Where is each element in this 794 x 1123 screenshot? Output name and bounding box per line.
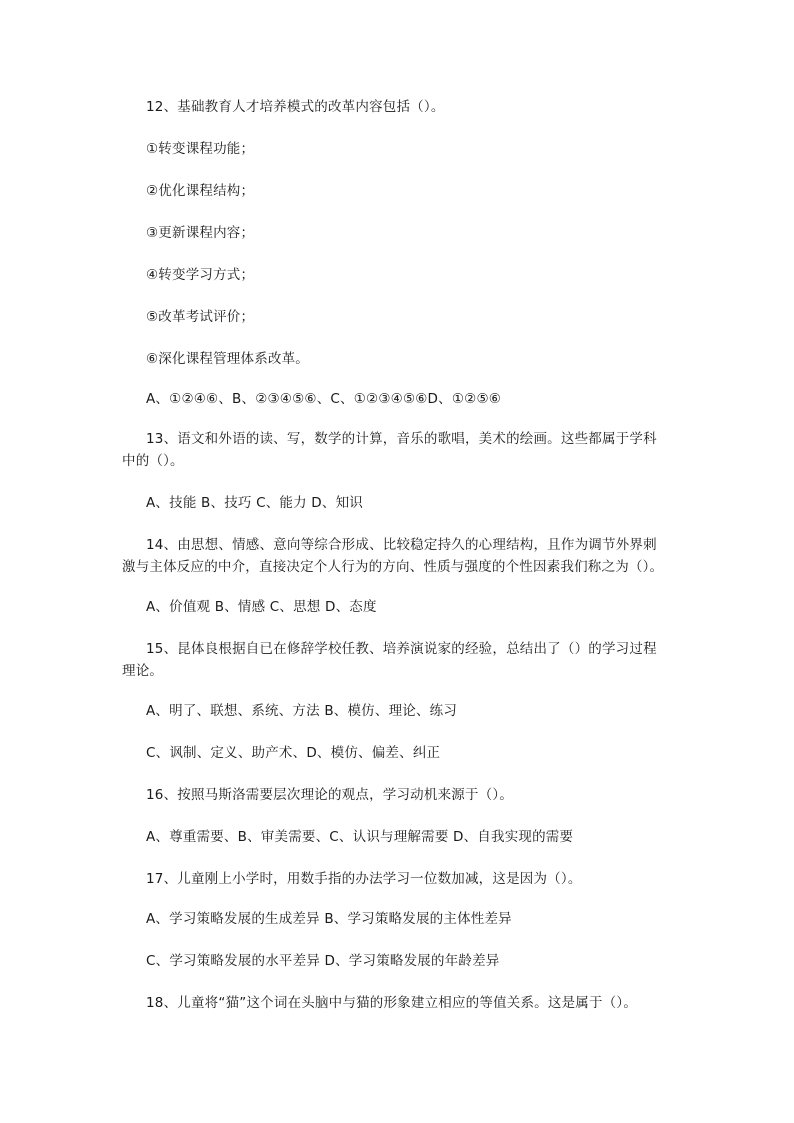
question-13-options: A、技能 B、技巧 C、能力 D、知识 <box>146 495 363 511</box>
question-17-options-2: C、学习策略发展的水平差异 D、学习策略发展的年龄差异 <box>146 953 500 969</box>
question-12-item-5: ⑤改革考试评价； <box>146 309 255 325</box>
question-17-options-1: A、学习策略发展的生成差异 B、学习策略发展的主体性差异 <box>146 911 512 927</box>
question-12-stem: 12、基础教育人才培养模式的改革内容包括（）。 <box>146 99 445 115</box>
question-12-item-3: ③更新课程内容； <box>146 225 255 241</box>
question-16-options: A、尊重需要、B、审美需要、C、认识与理解需要 D、自我实现的需要 <box>146 829 574 845</box>
question-17-stem: 17、儿童刚上小学时，用数手指的办法学习一位数加减，这是因为（）。 <box>146 871 582 887</box>
question-12-item-2: ②优化课程结构； <box>146 183 255 199</box>
question-16-stem: 16、按照马斯洛需要层次理论的观点，学习动机来源于（）。 <box>146 787 514 803</box>
question-12-item-1: ①转变课程功能； <box>146 141 255 157</box>
question-12-item-4: ④转变学习方式； <box>146 267 255 283</box>
question-15-options-2: C、讽制、定义、助产术、D、模仿、偏差、纠正 <box>146 745 441 761</box>
question-15-stem: 15、昆体良根据自已在修辞学校任教、培养演说家的经验，总结出了（）的学习过程理论。 <box>122 641 657 679</box>
question-15-options-1: A、明了、联想、系统、方法 B、模仿、理论、练习 <box>146 703 458 719</box>
question-13-stem: 13、语文和外语的读、写，数学的计算，音乐的歌唱，美术的绘画。这些都属于学科中的（）。 <box>122 431 657 469</box>
question-12-item-6: ⑥深化课程管理体系改革。 <box>146 351 310 367</box>
question-18-stem: 18、儿童将“猫”这个词在头脑中与猫的形象建立相应的等值关系。这是属于（）。 <box>146 995 638 1011</box>
question-14-options: A、价值观 B、情感 C、思想 D、态度 <box>146 599 377 615</box>
question-14-stem: 14、由思想、情感、意向等综合形成、比较稳定持久的心理结构，且作为调节外界刺激与主体反应的中介，直接决定个人行为的方向、性质与强度的个性因素我们称之为（）。 <box>122 537 664 575</box>
question-12-options: A、①②④⑥、B、②③④⑤⑥、C、①②③④⑤⑥D、①②⑤⑥ <box>146 391 502 407</box>
